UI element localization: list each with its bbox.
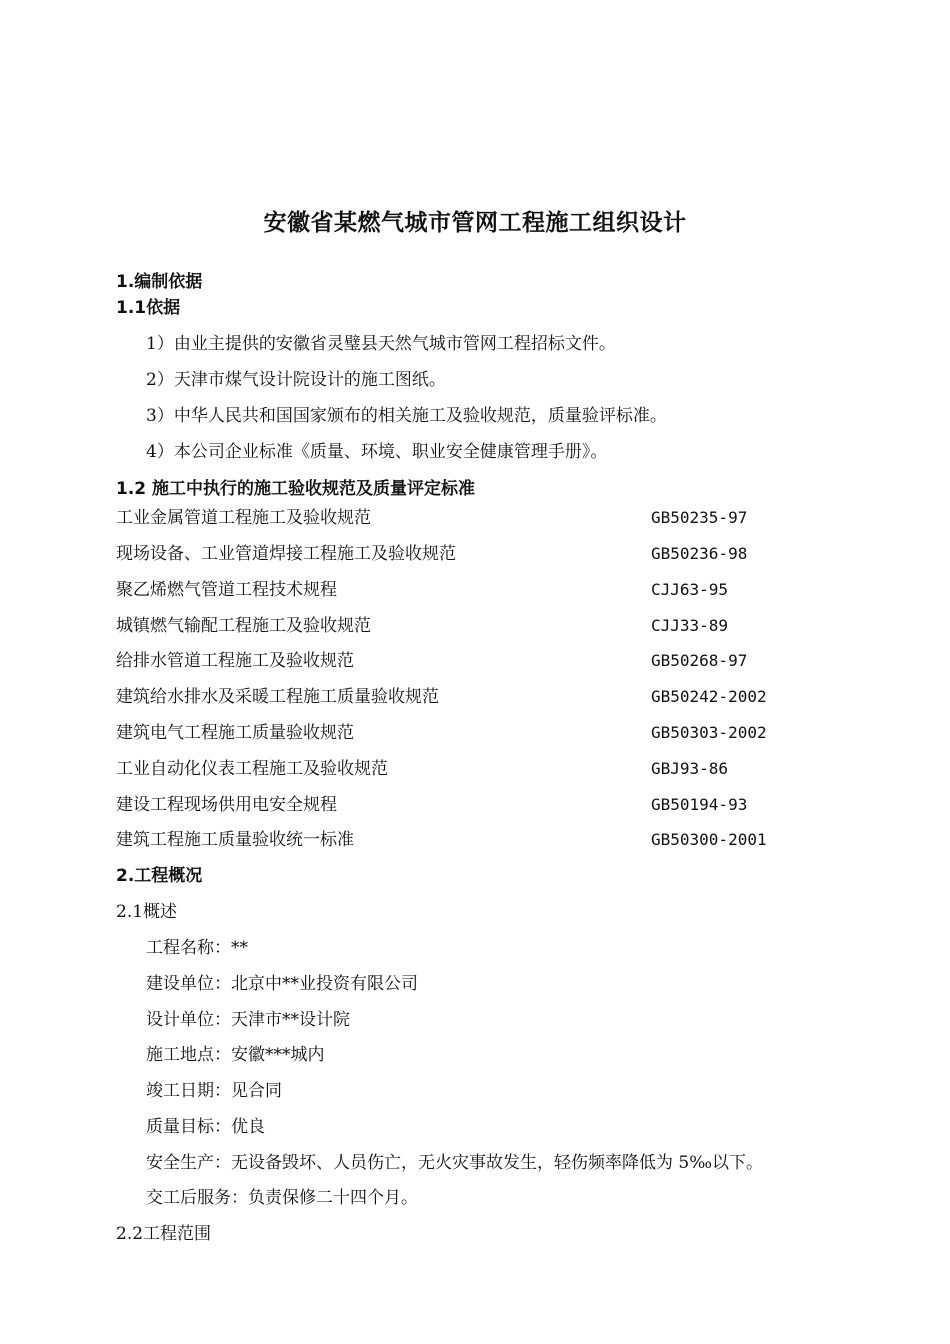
section-2-1-heading: 2.1概述 bbox=[116, 902, 178, 922]
standard-name: 建筑给水排水及采暖工程施工质量验收规范 bbox=[116, 687, 439, 707]
overview-item: 质量目标：优良 bbox=[146, 1117, 265, 1137]
section-2-2-heading: 2.2工程范围 bbox=[116, 1224, 212, 1244]
standard-name: 工业金属管道工程施工及验收规范 bbox=[116, 508, 371, 528]
overview-item: 交工后服务：负责保修二十四个月。 bbox=[146, 1188, 418, 1208]
standard-code: GBJ93-86 bbox=[651, 759, 729, 778]
section-2-heading: 2.工程概况 bbox=[116, 866, 203, 886]
standard-code: GB50242-2002 bbox=[651, 687, 767, 706]
standard-code: GB50268-97 bbox=[651, 651, 748, 670]
overview-item: 建设单位：北京中**业投资有限公司 bbox=[146, 974, 418, 994]
standard-name: 城镇燃气输配工程施工及验收规范 bbox=[116, 616, 371, 636]
standard-name: 建筑工程施工质量验收统一标准 bbox=[116, 830, 354, 850]
overview-item: 工程名称：** bbox=[146, 938, 248, 958]
basis-item: 3）中华人民共和国国家颁布的相关施工及验收规范，质量验评标准。 bbox=[146, 406, 667, 426]
standard-name: 工业自动化仪表工程施工及验收规范 bbox=[116, 759, 388, 779]
document-title: 安徽省某燃气城市管网工程施工组织设计 bbox=[263, 210, 687, 236]
standard-name: 给排水管道工程施工及验收规范 bbox=[116, 651, 354, 671]
overview-item: 设计单位：天津市**设计院 bbox=[146, 1010, 350, 1030]
overview-item: 施工地点：安徽***城内 bbox=[146, 1045, 325, 1065]
standard-code: CJJ63-95 bbox=[651, 580, 729, 599]
section-1-1-heading: 1.1依据 bbox=[116, 298, 181, 318]
standard-name: 现场设备、工业管道焊接工程施工及验收规范 bbox=[116, 544, 456, 564]
section-1-heading: 1.编制依据 bbox=[116, 272, 203, 292]
overview-item: 竣工日期：见合同 bbox=[146, 1081, 282, 1101]
standard-name: 建设工程现场供用电安全规程 bbox=[116, 795, 337, 815]
standard-code: CJJ33-89 bbox=[651, 616, 729, 635]
section-1-2-heading: 1.2 施工中执行的施工验收规范及质量评定标准 bbox=[116, 479, 476, 499]
standard-name: 建筑电气工程施工质量验收规范 bbox=[116, 723, 354, 743]
basis-item: 1）由业主提供的安徽省灵璧县天然气城市管网工程招标文件。 bbox=[146, 334, 616, 354]
standard-code: GB50303-2002 bbox=[651, 723, 767, 742]
basis-item: 4）本公司企业标准《质量、环境、职业安全健康管理手册》。 bbox=[146, 442, 608, 462]
basis-item: 2）天津市煤气设计院设计的施工图纸。 bbox=[146, 370, 446, 390]
standard-name: 聚乙烯燃气管道工程技术规程 bbox=[116, 580, 337, 600]
standard-code: GB50236-98 bbox=[651, 544, 748, 563]
overview-item: 安全生产：无设备毁坏、人员伤亡，无火灾事故发生，轻伤频率降低为 5‰以下。 bbox=[146, 1153, 764, 1173]
standard-code: GB50194-93 bbox=[651, 795, 748, 814]
standard-code: GB50300-2001 bbox=[651, 830, 767, 849]
standard-code: GB50235-97 bbox=[651, 508, 748, 527]
